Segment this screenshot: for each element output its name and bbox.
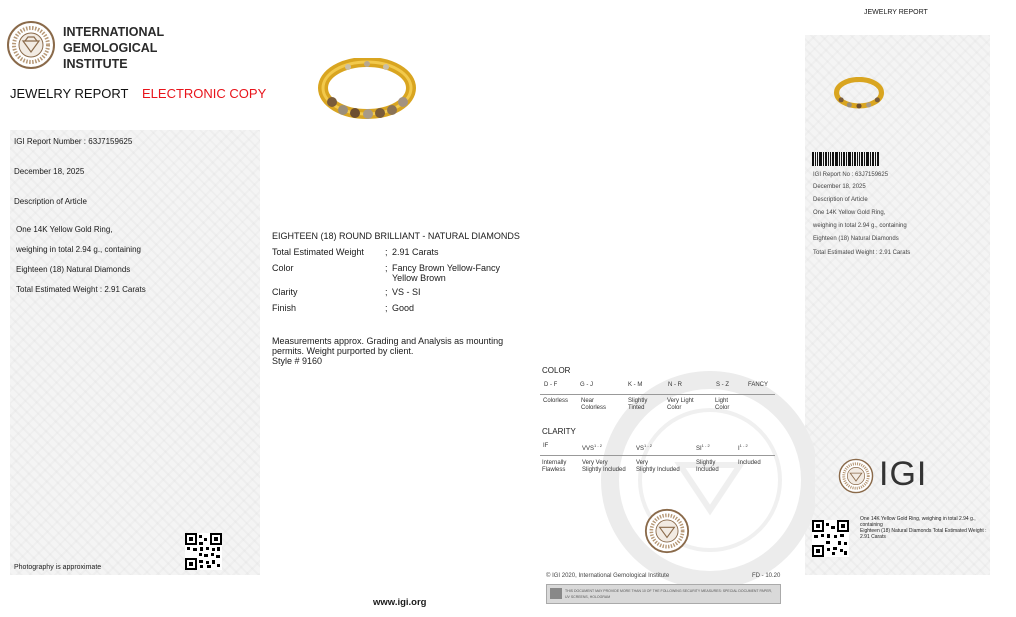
security-strip	[546, 584, 781, 604]
photo-note: Photography is approximate	[14, 564, 102, 571]
color-desc-slightly-tinted	[628, 398, 647, 412]
clarity-grade-vvs	[582, 443, 602, 452]
grading-row-color-value-line1: Fancy Brown Yellow-Fancy	[392, 263, 501, 273]
clarity-grade-si-sup: 1 - 2	[701, 443, 710, 448]
clarity-desc-vs-included: Slightly Included	[636, 467, 680, 473]
stub-ring-photo	[834, 77, 884, 111]
clarity-desc-included: Included	[738, 460, 761, 466]
stub-line-2: weighing in total 2.94 g., containing	[813, 223, 907, 229]
clarity-grade-vs-text: VS	[636, 446, 645, 452]
desc-line-4: Total Estimated Weight : 2.91 Carats	[16, 285, 146, 294]
stub-panel-background	[805, 35, 990, 575]
clarity-desc-slightly: Slightly	[696, 460, 716, 466]
clarity-grade-i-text: I	[738, 446, 740, 452]
clarity-desc-vs	[636, 460, 680, 474]
stub-small-description	[860, 516, 990, 540]
website-link[interactable]: www.igi.org	[373, 597, 427, 608]
electronic-copy-label: ELECTRONIC COPY	[142, 86, 267, 101]
grading-row-weight-label: Total Estimated Weight	[272, 247, 364, 257]
igi-center-seal-icon	[644, 508, 690, 554]
clarity-desc-very: Very	[636, 460, 649, 466]
igi-seal-icon	[6, 20, 56, 70]
color-grade-fancy: FANCY	[748, 382, 769, 388]
clarity-scale-heading: CLARITY	[542, 427, 576, 436]
color-desc-near-colorless-text: Colorless	[581, 405, 607, 411]
stub-line-1: One 14K Yellow Gold Ring,	[813, 210, 886, 216]
color-grade-km: K - M	[628, 382, 643, 388]
report-date: December 18, 2025	[14, 167, 85, 176]
color-grade-df: D - F	[544, 382, 558, 388]
stub-small-line-1: One 14K Yellow Gold Ring, weighing in total 2.94 g.,	[860, 516, 976, 522]
igi-logo-seal-icon	[838, 458, 874, 494]
color-desc-colorless	[543, 398, 568, 405]
clarity-desc-vvs-included: Slightly Included	[582, 467, 626, 473]
comments	[272, 336, 503, 366]
clarity-desc-si	[696, 460, 719, 474]
grading-row-weight-value: 2.91 Carats	[392, 247, 439, 257]
color-desc-very-light-color: Color	[667, 405, 682, 411]
color-desc-light-text: Light	[715, 398, 729, 404]
grading-row-clarity-label: Clarity	[272, 287, 298, 297]
security-text: THIS DOCUMENT MAY PROVIDE MORE THAN 10 OF THE FOLLOWING SECURITY MEASURES: SPECIAL DOCUMENT PAPER, UV SCREENS, HOLOGRAM	[565, 589, 773, 599]
stub-small-line-3: Eighteen (18) Natural Diamonds Total Estimated Weight :	[860, 528, 987, 534]
clarity-desc-very-very: Very Very	[582, 460, 608, 466]
comment-line-2: permits. Weight purported by client.	[272, 346, 414, 356]
clarity-grade-vvs-sup: 1 - 2	[594, 443, 603, 448]
stub-description-heading: Description of Article	[813, 197, 868, 203]
org-name-line1: INTERNATIONAL	[63, 25, 165, 39]
stub-line-3: Eighteen (18) Natural Diamonds	[813, 236, 899, 242]
color-desc-slightly: Slightly	[628, 398, 648, 404]
desc-line-1: One 14K Yellow Gold Ring,	[16, 225, 113, 234]
grading-row-color-label: Color	[272, 263, 294, 273]
copyright: © IGI 2020, International Gemological Institute	[546, 573, 670, 579]
color-desc-near: Near	[581, 398, 595, 404]
color-desc-light	[715, 398, 729, 412]
org-name-line2: GEMOLOGICAL	[63, 41, 158, 55]
grading-heading: EIGHTEEN (18) ROUND BRILLIANT - NATURAL DIAMONDS	[272, 231, 520, 241]
color-scale-rule	[540, 394, 775, 395]
igi-logo-text: IGI	[879, 455, 928, 493]
color-desc-very-light-text: Very Light	[667, 398, 694, 404]
comment-line-1: Measurements approx. Grading and Analysis as mounting	[272, 336, 504, 346]
barcode	[812, 152, 892, 170]
clarity-desc-si-included: Included	[696, 467, 719, 473]
grading-row-clarity-value: VS - SI	[392, 287, 421, 297]
desc-line-3: Eighteen (18) Natural Diamonds	[16, 265, 131, 274]
grading-row-clarity-sep: ;	[385, 287, 388, 297]
stub-date: December 18, 2025	[813, 184, 866, 190]
clarity-desc-vvs	[582, 460, 626, 474]
grading-row-color-sep: ;	[385, 263, 388, 273]
comment-line-3: Style # 9160	[272, 356, 323, 366]
clarity-desc-flawless: Flawless	[542, 467, 566, 473]
clarity-grade-si	[696, 443, 710, 452]
clarity-grade-si-text: SI	[696, 446, 702, 452]
stub-line-4: Total Estimated Weight : 2.91 Carats	[813, 250, 911, 256]
grading-row-color-value-line2: Yellow Brown	[392, 273, 446, 283]
report-title: JEWELRY REPORT	[10, 86, 129, 101]
grading-row-finish-label: Finish	[272, 303, 297, 313]
stub-title: JEWELRY REPORT	[864, 9, 928, 16]
color-desc-colorless-text: Colorless	[543, 398, 569, 404]
color-desc-near-colorless	[581, 398, 606, 412]
clarity-grade-if: IF	[543, 443, 549, 449]
clarity-desc-i	[738, 460, 761, 467]
color-grade-gj: G - J	[580, 382, 593, 388]
report-number: IGI Report Number : 63J7159625	[14, 137, 133, 146]
stub-small-line-4: 2.91 Carats	[860, 534, 886, 540]
clarity-desc-if	[542, 460, 566, 474]
grading-row-finish-sep: ;	[385, 303, 388, 313]
stub-report-number: IGI Report No : 63J7159625	[813, 172, 889, 178]
clarity-grade-vs	[636, 443, 652, 452]
clarity-grade-i	[738, 443, 748, 452]
security-icon	[550, 588, 562, 599]
color-desc-very-light	[667, 398, 694, 412]
clarity-desc-internally: Internally	[542, 460, 567, 466]
description-heading: Description of Article	[14, 197, 87, 206]
ring-photo	[318, 58, 416, 123]
org-name	[63, 24, 164, 72]
clarity-scale-rule	[540, 455, 775, 456]
desc-line-2: weighing in total 2.94 g., containing	[16, 245, 141, 254]
clarity-grade-vvs-text: VVS	[582, 446, 595, 452]
clarity-grade-vs-sup: 1 - 2	[644, 443, 653, 448]
org-name-line3: INSTITUTE	[63, 57, 128, 71]
stub-qr-code[interactable]	[812, 520, 849, 557]
color-desc-light-color: Color	[715, 405, 730, 411]
color-desc-tinted: Tinted	[628, 405, 645, 411]
grading-row-finish-value: Good	[392, 303, 415, 313]
qr-code[interactable]	[185, 533, 222, 570]
grading-row-weight-sep: ;	[385, 247, 388, 257]
color-grade-nr: N - R	[668, 382, 682, 388]
stub-small-line-2: containing	[860, 522, 883, 528]
grading-row-color-value	[392, 263, 500, 283]
color-grade-sz: S - Z	[716, 382, 729, 388]
form-code: FD - 10.20	[752, 573, 781, 579]
color-scale-heading: COLOR	[542, 366, 571, 375]
clarity-grade-i-sup: 1 - 2	[739, 443, 748, 448]
